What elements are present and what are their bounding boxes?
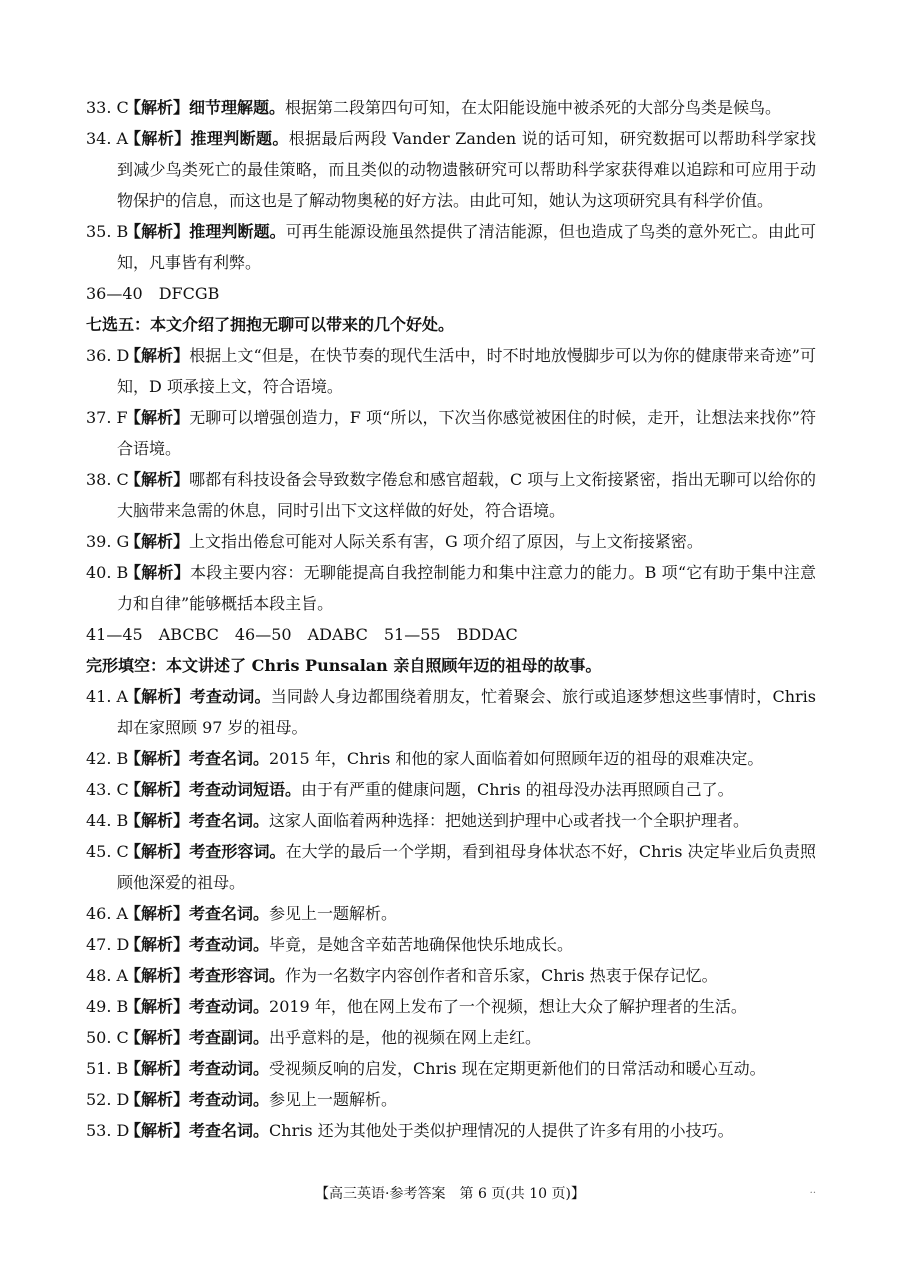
answer-entry [86,1022,816,1053]
analysis-tag: 【解析】考查动词。 [125,1059,270,1078]
cloze-answers-section [86,681,816,1146]
analysis-text: 哪都有科技设备会导致数字倦怠和感官超载，C 项与上文衔接紧密，指出无聊可以给你的大脑带来急需的休息，同时引出下文这样做的好处，符合语境。 [117,470,816,520]
analysis-text: 参见上一题解析。 [269,904,398,923]
analysis-text: 当同龄人身边都围绕着朋友，忙着聚会、旅行或追逐梦想这些事情时，Chris 却在家照顾 97 岁的祖母。 [117,687,816,737]
seven-choose-five-answers-section [86,340,816,619]
analysis-tag: 【解析】考查名词。 [125,1121,270,1140]
analysis-tag: 【解析】 [125,532,190,551]
answer-number: 41. A [86,687,129,706]
answer-entry [86,929,816,960]
analysis-tag: 【解析】推理判断题。 [125,222,286,241]
answer-entry [86,774,816,805]
analysis-text: 根据上文“但是，在快节奏的现代生活中，时不时地放慢脚步可以为你的健康带来奇迹”可知，D 项承接上文，符合语境。 [117,346,816,396]
analysis-tag: 【解析】 [125,470,190,489]
analysis-tag: 【解析】考查动词。 [125,1090,270,1109]
analysis-tag: 【解析】 [125,346,190,365]
answer-entry [86,960,816,991]
heading-label: 七选五： [86,315,151,334]
answer-number: 36. D [86,346,130,365]
analysis-text: Chris 还为其他处于类似护理情况的人提供了许多有用的小技巧。 [269,1121,734,1140]
analysis-text: 受视频反响的启发，Chris 现在定期更新他们的日常活动和暖心互动。 [269,1059,766,1078]
heading-label: 完形填空： [86,656,167,675]
analysis-text: 可再生能源设施虽然提供了清洁能源，但也造成了鸟类的意外死亡。由此可知，凡事皆有利弊。 [117,222,816,272]
analysis-text: 2019 年，他在网上发布了一个视频，想让大众了解护理者的生活。 [269,997,747,1016]
answer-key-row [86,278,816,309]
answer-entry [86,340,816,402]
analysis-tag: 【解析】考查名词。 [125,749,270,768]
analysis-text: 作为一名数字内容创作者和音乐家，Chris 热衷于保存记忆。 [285,966,718,985]
analysis-tag: 【解析】推理判断题。 [125,129,289,148]
answer-number: 48. A [86,966,129,985]
analysis-text: 在大学的最后一个学期，看到祖母身体状态不好，Chris 决定毕业后负责照顾他深爱的祖母。 [117,842,816,892]
reading-answers-section [86,92,816,278]
analysis-text: 毕竟，是她含辛茹苦地确保他快乐地成长。 [269,935,574,954]
answer-content [86,92,816,1146]
answer-number: 47. D [86,935,130,954]
answer-entry [86,681,816,743]
analysis-text: 根据第二段第四句可知，在太阳能设施中被杀死的大部分鸟类是候鸟。 [285,98,782,117]
analysis-text: 上文指出倦怠可能对人际关系有害，G 项介绍了原因，与上文衔接紧密。 [189,532,703,551]
analysis-tag: 【解析】考查动词短语。 [125,780,302,799]
analysis-tag: 【解析】考查动词。 [125,997,270,1016]
answer-number: 53. D [86,1121,130,1140]
section-heading-cloze [86,650,816,681]
answer-number: 40. B [86,563,129,582]
analysis-tag: 【解析】 [125,563,190,582]
answer-key-group: 41—45 ABCBC [86,625,219,644]
answer-key-group: 51—55 BDDAC [383,625,518,644]
answer-entry [86,92,816,123]
answer-entry [86,836,816,898]
answer-entry [86,402,816,464]
answer-number: 52. D [86,1090,130,1109]
analysis-text: 根据最后两段 Vander Zanden 说的话可知，研究数据可以帮助科学家找到减少鸟类死亡的最佳策略，而且类似的动物遗骸研究可以帮助科学家获得难以追踪和可应用于动物保护的信息，而这也是了解动物奥秘的好方法。由此可知，她认为这项研究具有科学价值。 [117,129,816,210]
answer-number: 44. B [86,811,129,830]
answer-entry [86,743,816,774]
answer-entry [86,1053,816,1084]
analysis-text: 这家人面临着两种选择：把她送到护理中心或者找一个全职护理者。 [269,811,750,830]
answer-number: 38. C [86,470,129,489]
answer-key-group: 36—40 DFCGB [86,284,220,303]
answer-number: 34. A [86,129,129,148]
analysis-tag: 【解析】考查副词。 [125,1028,270,1047]
answer-number: 33. C [86,98,129,117]
answer-number: 49. B [86,997,129,1016]
answer-entry [86,123,816,216]
answer-entry [86,898,816,929]
analysis-tag: 【解析】 [125,408,190,427]
corner-mark: ·· [809,1188,816,1199]
analysis-tag: 【解析】考查形容词。 [125,966,286,985]
answer-entry [86,1115,816,1146]
analysis-text: 2015 年，Chris 和他的家人面临着如何照顾年迈的祖母的艰难决定。 [269,749,764,768]
answer-number: 35. B [86,222,129,241]
answer-number: 43. C [86,780,129,799]
answer-number: 37. F [86,408,128,427]
analysis-tag: 【解析】考查动词。 [125,935,270,954]
section-heading-seven-choose-five [86,309,816,340]
analysis-tag: 【解析】细节理解题。 [125,98,286,117]
answer-entry [86,464,816,526]
answer-entry [86,216,816,278]
analysis-tag: 【解析】考查名词。 [125,904,270,923]
answer-number: 39. G [86,532,130,551]
footer-text: 【高三英语·参考答案 第 6 页(共 10 页)】 [315,1186,585,1202]
analysis-text: 由于有严重的健康问题，Chris 的祖母没办法再照顾自己了。 [301,780,734,799]
answer-number: 42. B [86,749,129,768]
heading-text: 本文讲述了 Chris Punsalan 亲自照顾年迈的祖母的故事。 [166,656,602,675]
answer-number: 45. C [86,842,129,861]
page-footer [0,1183,900,1203]
analysis-tag: 【解析】考查动词。 [125,687,271,706]
analysis-text: 无聊可以增强创造力，F 项“所以，下次当你感觉被困住的时候，走开，让想法来找你”符合语境。 [117,408,816,458]
answer-key-row [86,619,816,650]
analysis-tag: 【解析】考查名词。 [125,811,270,830]
answer-entry [86,557,816,619]
heading-text: 本文介绍了拥抱无聊可以带来的几个好处。 [150,315,455,334]
analysis-text: 参见上一题解析。 [269,1090,398,1109]
answer-number: 46. A [86,904,129,923]
analysis-text: 出乎意料的是，他的视频在网上走红。 [269,1028,542,1047]
answer-entry [86,991,816,1022]
answer-number: 50. C [86,1028,129,1047]
answer-entry [86,1084,816,1115]
analysis-tag: 【解析】考查形容词。 [125,842,286,861]
answer-entry [86,526,816,557]
answer-entry [86,805,816,836]
answer-key-group: 46—50 ADABC [234,625,368,644]
answer-number: 51. B [86,1059,129,1078]
analysis-text: 本段主要内容：无聊能提高自我控制能力和集中注意力的能力。B 项“它有助于集中注意力和自律”能够概括本段主旨。 [117,563,816,613]
